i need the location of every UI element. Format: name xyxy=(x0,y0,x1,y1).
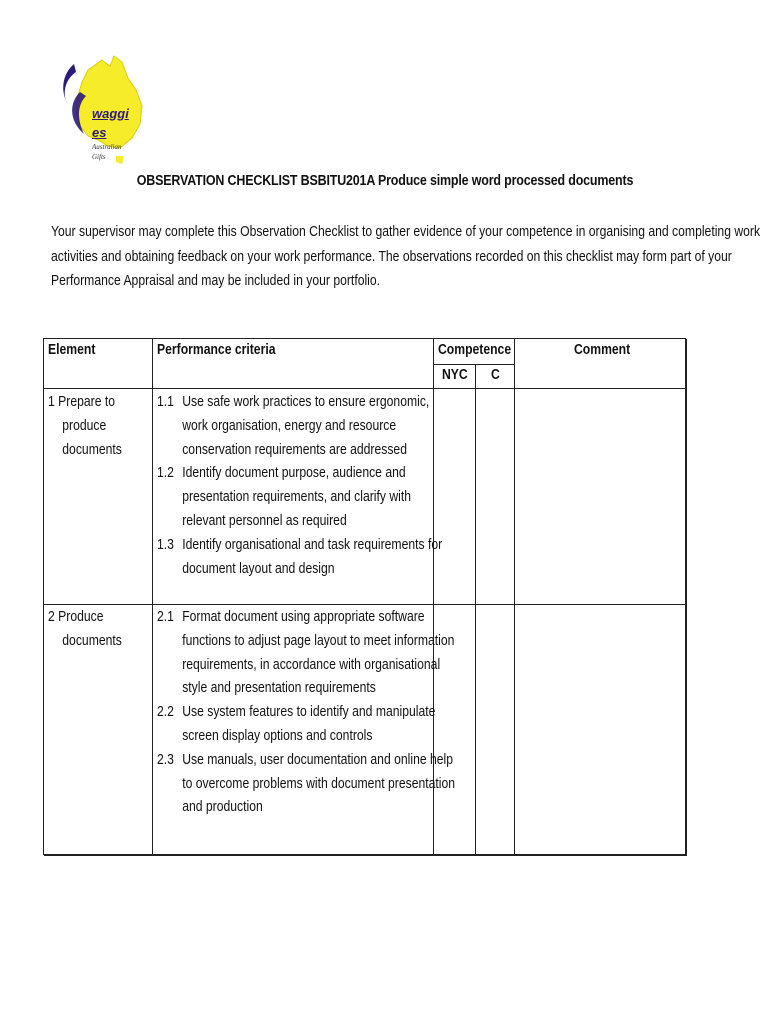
criterion-number: 2.3 xyxy=(157,751,174,768)
criterion-item xyxy=(157,534,442,582)
criterion-line: Use manuals, user documentation and online help xyxy=(182,751,454,768)
criterion-item xyxy=(157,606,455,701)
criterion-item xyxy=(157,749,455,820)
criteria-cell xyxy=(157,606,455,820)
logo-subtitle xyxy=(92,142,132,162)
criterion-line: requirements, in accordance with organisational xyxy=(182,656,441,673)
document-title: OBSERVATION CHECKLIST BSBITU201A Produce simple word processed documents xyxy=(136,173,634,189)
intro-paragraph xyxy=(51,220,761,294)
intro-line: activities and obtaining feedback on your work performance. The observations recorded on this checklist may form part of your xyxy=(51,248,732,265)
criterion-line: relevant personnel as required xyxy=(182,512,347,529)
column-divider xyxy=(152,339,153,854)
element-line: documents xyxy=(62,441,122,458)
criterion-line: style and presentation requirements xyxy=(182,680,376,697)
element-line: 2 Produce xyxy=(48,609,104,625)
logo-wordmark: waggies xyxy=(92,106,129,140)
criterion-number: 2.1 xyxy=(157,609,174,625)
criterion-number: 1.1 xyxy=(157,394,174,410)
intro-line: Your supervisor may complete this Observation Checklist to gather evidence of your competence in organising and completing work xyxy=(51,224,761,240)
criterion-item xyxy=(157,701,455,749)
element-line: 1 Prepare to xyxy=(48,394,116,410)
row-divider xyxy=(44,388,685,389)
header-competence: Competence xyxy=(438,342,512,358)
logo-subtitle-line: Australian xyxy=(92,143,122,151)
header-performance-criteria: Performance criteria xyxy=(157,342,276,358)
criterion-line: presentation requirements, and clarify with xyxy=(182,489,412,506)
header-comment: Comment xyxy=(574,342,631,358)
logo-subtitle-line: Gifts xyxy=(92,153,106,161)
criterion-line: work organisation, energy and resource xyxy=(182,417,397,434)
criterion-line: to overcome problems with document presentation xyxy=(182,775,456,792)
element-line: documents xyxy=(62,632,122,649)
criterion-line: screen display options and controls xyxy=(182,727,373,744)
observation-checklist-table xyxy=(43,338,686,855)
criterion-number: 1.3 xyxy=(157,536,174,553)
criterion-line: Identify document purpose, audience and xyxy=(182,465,406,482)
company-logo xyxy=(58,52,168,172)
intro-line: Performance Appraisal and may be included in your portfolio. xyxy=(51,273,381,289)
header-nyc: NYC xyxy=(442,367,468,383)
column-divider xyxy=(475,365,476,854)
criterion-number: 2.2 xyxy=(157,704,174,721)
element-line: produce xyxy=(62,417,107,434)
criteria-cell xyxy=(157,391,442,581)
criterion-line: document layout and design xyxy=(182,560,335,577)
row-divider xyxy=(44,604,685,605)
header-element: Element xyxy=(48,342,96,358)
element-cell xyxy=(48,391,122,462)
criterion-line: and production xyxy=(182,799,263,816)
criterion-line: Identify organisational and task requirements for xyxy=(182,536,443,553)
criterion-line: Format document using appropriate software xyxy=(182,609,425,625)
element-cell xyxy=(48,606,122,654)
criterion-number: 1.2 xyxy=(157,465,174,482)
criterion-line: Use safe work practices to ensure ergonomic, xyxy=(182,394,430,410)
criterion-line: Use system features to identify and manipulate xyxy=(182,704,436,721)
header-c: C xyxy=(491,367,500,383)
column-divider xyxy=(514,339,515,854)
criterion-line: conservation requirements are addressed xyxy=(182,441,407,458)
criterion-line: functions to adjust page layout to meet information xyxy=(182,632,455,649)
criterion-item xyxy=(157,462,442,533)
criterion-item xyxy=(157,391,442,462)
